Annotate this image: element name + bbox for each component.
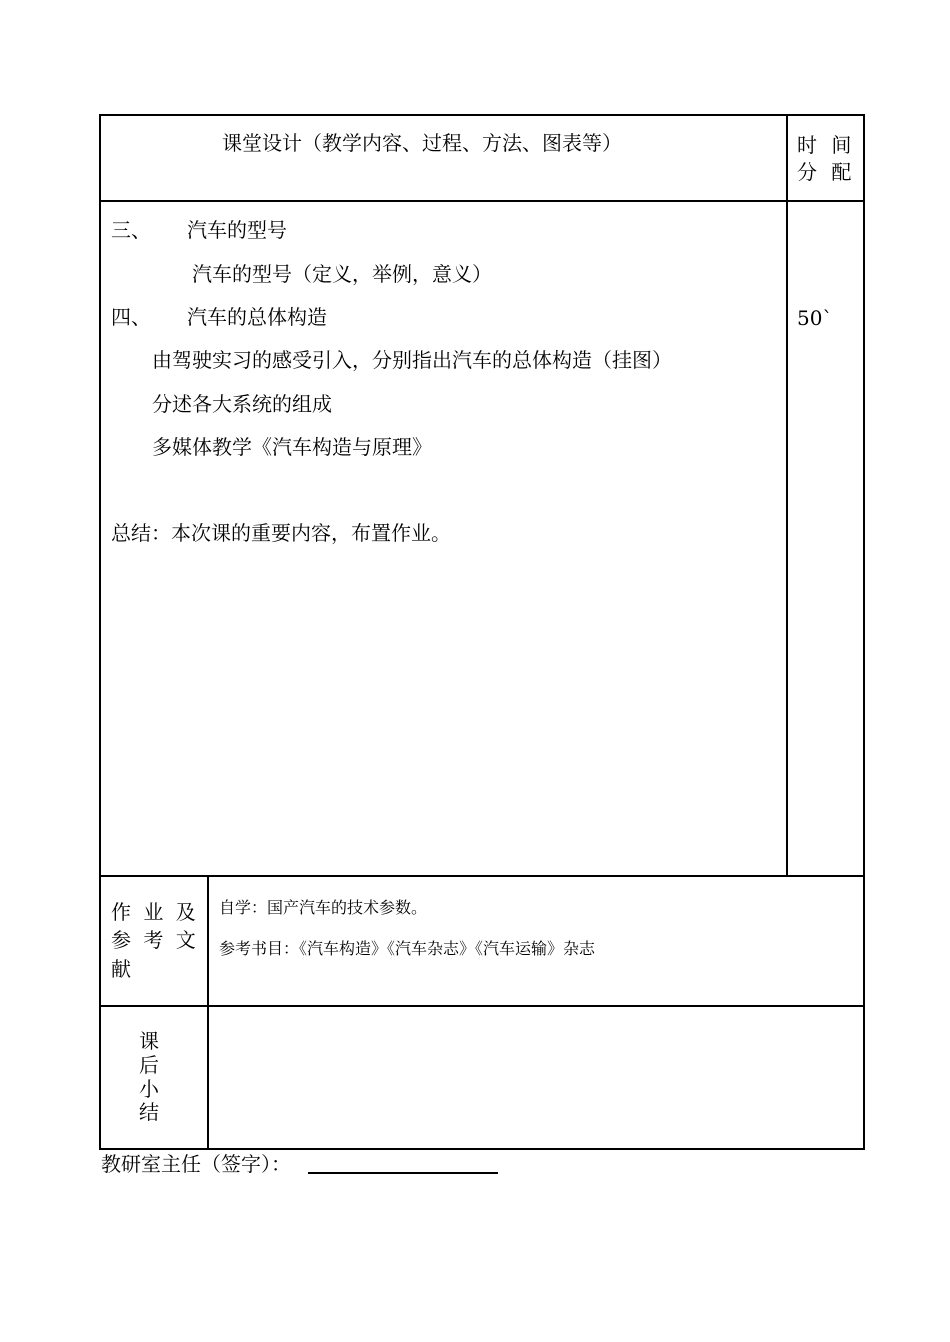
homework-label-line-3: 献 <box>111 957 131 981</box>
time-value: 50` <box>797 306 833 330</box>
item-4-title: 汽车的总体构造 <box>187 305 327 329</box>
time-column-divider <box>786 114 788 877</box>
summary-text: 总结：本次课的重要内容，布置作业。 <box>111 521 451 545</box>
table-border-left <box>99 114 101 1150</box>
header-divider <box>99 200 865 202</box>
content-bottom-divider <box>99 875 865 877</box>
homework-label-line-1: 作 业 及 <box>111 900 196 924</box>
item-4-line-2: 分述各大系统的组成 <box>152 392 332 416</box>
signature-label: 教研室主任（签字）： <box>101 1152 291 1176</box>
time-header-line2: 分 配 <box>797 160 852 184</box>
item-4-line-3: 多媒体教学《汽车构造与原理》 <box>152 435 432 459</box>
item-3-number: 三、 <box>111 218 151 242</box>
references-text: 参考书目：《汽车构造》《汽车杂志》《汽车运输》杂志 <box>219 939 596 958</box>
item-3-title: 汽车的型号 <box>187 218 287 242</box>
table-border-bottom <box>99 1148 865 1150</box>
homework-label-line-2: 参 考 文 <box>111 928 196 952</box>
reflection-label-char-3: 小 <box>139 1077 159 1101</box>
design-header-title: 课堂设计（教学内容、过程、方法、图表等） <box>222 131 622 155</box>
item-4-number: 四、 <box>111 305 151 329</box>
reflection-label-char-4: 结 <box>139 1100 159 1124</box>
table-border-top <box>99 114 865 116</box>
time-header-line1: 时 间 <box>797 133 852 157</box>
label-column-divider <box>207 875 209 1149</box>
reflection-label-char-2: 后 <box>139 1053 159 1077</box>
item-3-subtitle: 汽车的型号（定义，举例，意义） <box>192 262 492 286</box>
table-border-right <box>863 114 865 1150</box>
homework-bottom-divider <box>99 1005 865 1007</box>
reflection-label-char-1: 课 <box>139 1029 159 1053</box>
self-study-text: 自学：国产汽车的技术参数。 <box>219 898 428 917</box>
item-4-line-1: 由驾驶实习的感受引入，分别指出汽车的总体构造（挂图） <box>152 348 672 372</box>
signature-line[interactable] <box>308 1172 498 1174</box>
